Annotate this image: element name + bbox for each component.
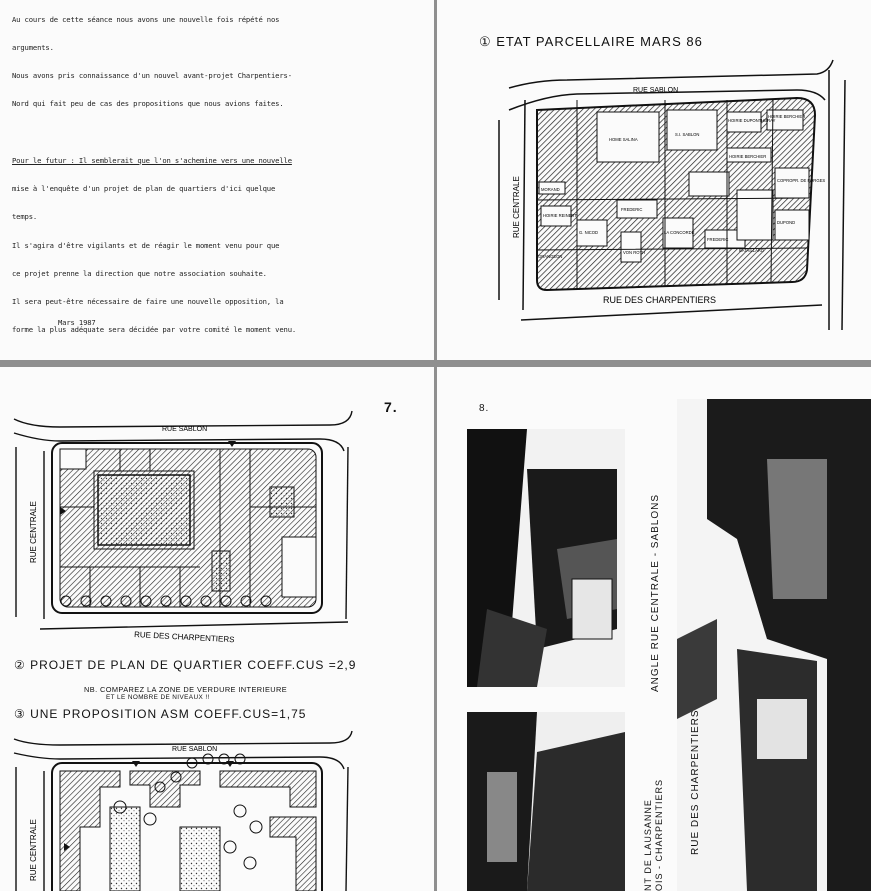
street-left-label-2: RUE CENTRALE xyxy=(29,819,38,881)
photo-corner xyxy=(467,429,625,687)
plan-caption-3: ③ UNE PROPOSITION ASM COEFF.CUS=1,75 xyxy=(14,707,307,721)
caption-lausanne-line-2: OIS - CHARPENTIERS xyxy=(654,778,664,891)
text-line: Nous avons pris connaissance d'un nouvel avant-projet Charpentiers- xyxy=(12,71,292,81)
text-line: Il sera peut-être nécessaire de faire une nouvelle opposition, la xyxy=(12,297,284,306)
parcel-label: BATAILLARD xyxy=(739,248,764,253)
note-line-1: NB. COMPAREZ LA ZONE DE VERDURE INTERIEURE xyxy=(84,685,288,694)
parcel-label: FREDERIC xyxy=(707,237,729,242)
street-top-label-2: RUE SABLON xyxy=(172,746,218,753)
body-text xyxy=(12,0,304,360)
parcel-label: S.I. SABLON xyxy=(675,132,700,137)
page-number: 8. xyxy=(479,403,490,414)
caption-corner: ANGLE RUE CENTRALE - SABLONS xyxy=(650,493,661,692)
text-line xyxy=(12,128,304,137)
caption-street: RUE DES CHARPENTIERS xyxy=(690,709,701,855)
text-line: Au cours de cette séance nous avons une nouvelle fois répété nos xyxy=(12,14,280,24)
map-caption-1: ① ETAT PARCELLAIRE MARS 86 xyxy=(479,34,703,49)
photo-street xyxy=(677,399,871,891)
street-top-label: RUE SABLON xyxy=(633,87,679,94)
page-photos xyxy=(437,367,871,891)
parcel-map-drawing xyxy=(437,0,871,360)
page-plan-projects xyxy=(0,367,434,891)
parcel-label: HOIRIE DUPONTHERAY xyxy=(728,118,776,123)
text-line: temps. xyxy=(12,212,38,222)
parcel-label: GRANGEON xyxy=(538,254,563,259)
text-line: mise à l'enquête d'un projet de plan de quartiers d'ici quelque xyxy=(12,184,276,194)
street-left-label: RUE CENTRALE xyxy=(29,501,38,563)
parcel-label: MORAND xyxy=(541,187,560,192)
page-parcel-map xyxy=(437,0,871,360)
street-left-label: RUE CENTRALE xyxy=(512,176,521,238)
street-top-label: RUE SABLON xyxy=(162,426,208,433)
text-line: ce projet prenne la direction que notre association souhaite. xyxy=(12,268,267,278)
parcel-label: COPROPR. DE FORGES xyxy=(777,178,826,183)
parcel-label: LA CONCORDE xyxy=(664,230,695,235)
plan-caption-2: ② PROJET DE PLAN DE QUARTIER COEFF.CUS =2,9 xyxy=(14,658,357,672)
caption-lausanne-line-1: NT DE LAUSANNE xyxy=(643,799,653,891)
text-line: Nord qui fait peu de cas des propositions que nous avions faites. xyxy=(12,99,284,109)
text-line: forme la plus adéquate sera décidée par votre comité le moment venu. xyxy=(12,325,297,335)
text-line xyxy=(12,353,304,360)
note-line-2: ET LE NOMBRE DE NIVEAUX !! xyxy=(106,694,210,701)
date-line: Mars 1987 xyxy=(58,318,96,327)
parcel-label: G. NICOD xyxy=(579,230,599,235)
parcel-label: HOIRIE BERCHIER xyxy=(768,114,806,119)
photo-lausanne xyxy=(467,712,625,891)
street-bottom-label: RUE DES CHARPENTIERS xyxy=(603,295,717,305)
text-line: arguments. xyxy=(12,43,54,53)
parcel-label: HOIRIE BERCHIER xyxy=(729,154,767,159)
parcel-label: VON ROTH xyxy=(623,250,646,255)
text-line: Il s'agira d'être vigilants et de réagir le moment venu pour que xyxy=(12,240,280,250)
plan-projects-drawing xyxy=(0,367,434,891)
page-number: 7. xyxy=(384,399,398,415)
parcel-label: HOME SALINA xyxy=(609,137,638,142)
parcel-label: HOIRIE REINERT xyxy=(543,213,577,218)
page-text xyxy=(0,0,434,360)
parcel-label: DUPOND xyxy=(777,220,796,225)
street-bottom-label: RUE DES CHARPENTIERS xyxy=(133,630,235,645)
parcel-label: FREDERIC xyxy=(621,207,643,212)
text-line: Pour le futur : Il semblerait que l'on s'achemine vers une nouvelle xyxy=(12,155,292,165)
